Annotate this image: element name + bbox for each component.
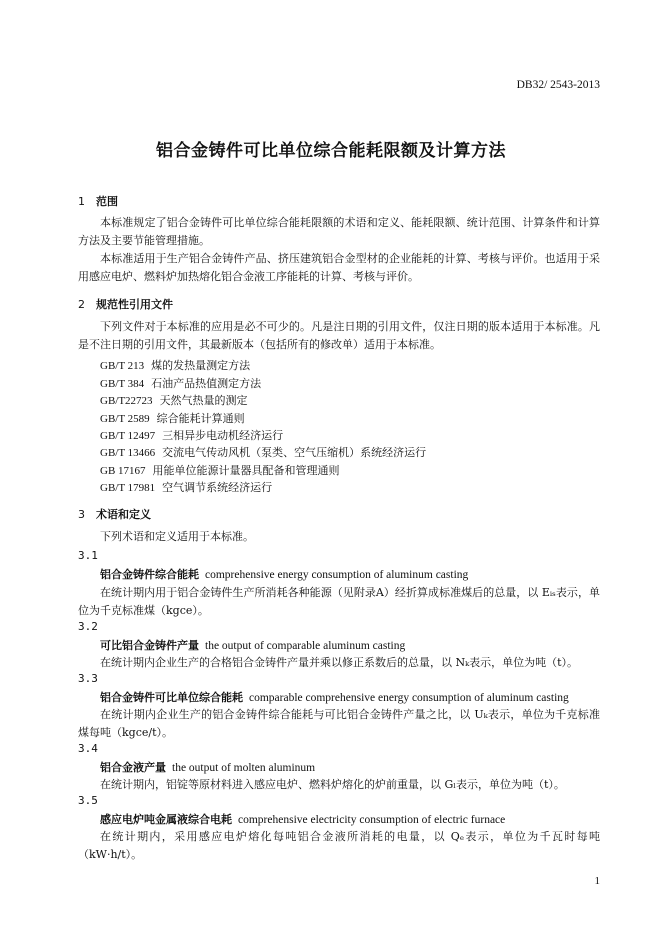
term-number: 3.4 [78,742,98,755]
section-3-paragraph-1: 下列术语和定义适用于本标准。 [100,530,254,543]
section-2-heading [78,296,173,312]
reference-code: GB/T 12497 [100,430,156,442]
reference-item [100,479,272,495]
term-number: 3.5 [78,794,98,807]
term-definition: 在统计期内，铝锭等原材料进入感应电炉、燃料炉熔化的炉前重量，以 Gₗ表示，单位为吨（t）。 [100,778,565,791]
reference-item [100,462,340,478]
term-en: comprehensive electricity consumption of electric furnace [238,814,506,826]
reference-name: 用能单位能源计量器具配备和管理通则 [152,464,340,477]
reference-item [100,357,250,373]
section-title: 范围 [96,195,118,208]
term-zh: 铝合金铸件综合能耗 [100,568,199,581]
reference-name: 石油产品热值测定方法 [151,377,262,390]
term-heading [100,566,468,582]
term-number: 3.3 [78,672,98,685]
term-heading [100,759,315,775]
term-heading [100,689,569,705]
reference-code: GB/T 17981 [100,482,156,494]
reference-item [100,392,248,408]
term-en: the output of comparable aluminum casting [205,640,406,652]
reference-item [100,410,245,426]
term-zh: 铝合金铸件可比单位综合能耗 [100,691,243,704]
section-1-paragraph-1: 本标准规定了铝合金铸件可比单位综合能耗限额的术语和定义、能耗限额、统计范围、计算条件和计算方法及主要节能管理措施。 [78,216,600,247]
reference-code: GB/T 384 [100,378,145,390]
section-number: 3 [78,508,85,521]
section-title: 术语和定义 [96,508,151,521]
reference-code: GB 17167 [100,465,146,477]
reference-code: GB/T22723 [100,395,153,407]
section-3-heading [78,506,151,522]
term-definition: 在统计期内用于铝合金铸件生产所消耗各种能源（见附录A）经折算成标准煤后的总量，以 Eᵢₛ表示，单位为千克标准煤（kgce）。 [78,586,600,617]
section-2-paragraph-1: 下列文件对于本标准的应用是必不可少的。凡是注日期的引用文件，仅注日期的版本适用于本标准。凡是不注日期的引用文件，其最新版本（包括所有的修改单）适用于本标准。 [78,320,600,351]
reference-item [100,444,426,460]
term-heading [100,637,405,653]
term-en: comprehensive energy consumption of aluminum casting [205,569,469,581]
reference-name: 煤的发热量测定方法 [151,359,251,372]
term-zh: 感应电炉吨金属液综合电耗 [100,813,232,826]
section-1-heading [78,193,118,209]
reference-item [100,427,283,443]
term-zh: 铝合金液产量 [100,761,166,774]
reference-code: GB/T 2589 [100,413,150,425]
reference-name: 空气调节系统经济运行 [162,481,273,494]
section-number: 1 [78,195,85,208]
reference-code: GB/T 213 [100,360,145,372]
reference-name: 综合能耗计算通则 [156,412,245,425]
term-definition: 在统计期内企业生产的合格铝合金铸件产量并乘以修正系数后的总量，以 Nₖ表示，单位为吨（t）。 [100,656,579,669]
term-number: 3.1 [78,549,98,562]
section-1-paragraph-2: 本标准适用于生产铝合金铸件产品、挤压建筑铝合金型材的企业能耗的计算、考核与评价。也适用于采用感应电炉、燃料炉加热熔化铝合金液工序能耗的计算、考核与评价。 [78,252,600,283]
term-en: comparable comprehensive energy consumption of aluminum casting [249,692,569,704]
section-number: 2 [78,298,85,311]
reference-name: 天然气热量的测定 [159,394,248,407]
term-number: 3.2 [78,620,98,633]
reference-name: 三相异步电动机经济运行 [162,429,284,442]
term-en: the output of molten aluminum [172,762,316,774]
term-zh: 可比铝合金铸件产量 [100,639,199,652]
term-definition: 在统计期内企业生产的铝合金铸件综合能耗与可比铝合金铸件产量之比，以 Uₖ表示，单位为千克标准煤每吨（kgce/t）。 [78,708,600,739]
reference-name: 交流电气传动风机（泵类、空气压缩机）系统经济运行 [162,446,427,459]
reference-item [100,375,261,391]
term-heading [100,811,505,827]
term-definition: 在统计期内，采用感应电炉熔化每吨铝合金液所消耗的电量，以 Qₑ表示，单位为千瓦时每吨（kW·h/t）。 [78,830,600,861]
standard-number: DB32/ 2543-2013 [516,79,600,91]
reference-code: GB/T 13466 [100,447,156,459]
page-number: 1 [594,875,600,887]
section-title: 规范性引用文件 [96,298,173,311]
document-title: 铝合金铸件可比单位综合能耗限额及计算方法 [156,141,506,161]
